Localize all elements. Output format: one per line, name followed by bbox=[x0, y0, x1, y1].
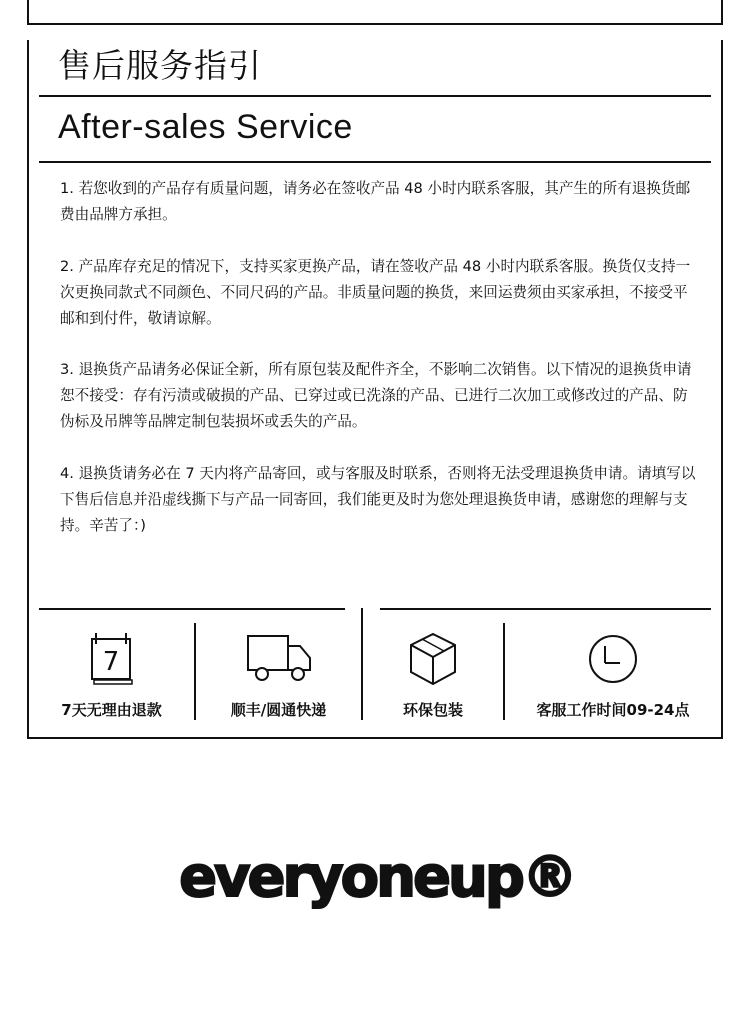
term-4: 4. 退换货请务必在 7 天内将产品寄回，或与客服及时联系，否则将无法受理退换货申请。请填写以下售后信息并沿虚线撕下与产品一同寄回，我们能更及时为您处理退换货申请，感谢您的理解与支持。辛苦了：) bbox=[60, 465, 696, 534]
clock-icon bbox=[584, 630, 642, 692]
box-icon bbox=[405, 630, 461, 692]
title-divider-2 bbox=[39, 161, 711, 163]
feature-service-hours bbox=[505, 622, 721, 732]
term-3: 3. 退换货产品请务必保证全新，所有原包装及配件齐全，不影响二次销售。以下情况的退换货申请恕不接受：存有污渍或破损的产品、已穿过或已洗涤的产品、已进行二次加工或修改过的产品、防伪标及吊牌等品牌定制包装损坏或丢失的产品。 bbox=[60, 361, 692, 430]
brand-logo bbox=[142, 846, 612, 916]
term-1: 1. 若您收到的产品存有质量问题，请务必在签收产品 48 小时内联系客服，其产生的所有退换货邮费由品牌方承担。 bbox=[60, 180, 691, 223]
page-title-chinese: 售后服务指引 bbox=[58, 46, 262, 85]
feature-shipping bbox=[196, 622, 361, 732]
frame-bottom-rule bbox=[27, 737, 723, 739]
feature-label-service-hours: 客服工作时间09-24点 bbox=[536, 701, 690, 719]
brand-logo-text: everyoneup® bbox=[179, 846, 575, 910]
term-2: 2. 产品库存充足的情况下，支持买家更换产品，请在签收产品 48 小时内联系客服。换货仅支持一次更换同款式不同颜色、不同尺码的产品。非质量问题的换货，来回运费须由买家承担，不接受平邮和到付件，敬请谅解。 bbox=[60, 258, 691, 327]
feature-label-shipping: 顺丰/圆通快递 bbox=[230, 701, 327, 719]
frame-right-border bbox=[721, 40, 723, 739]
feature-refund bbox=[29, 622, 194, 732]
frame-top-rule bbox=[27, 23, 723, 25]
feature-rule-left bbox=[39, 608, 345, 610]
truck-icon bbox=[244, 630, 314, 692]
feature-label-refund: 7天无理由退款 bbox=[61, 701, 162, 719]
feature-rule-right bbox=[380, 608, 711, 610]
feature-packaging bbox=[363, 622, 503, 732]
page-title-english: After-sales Service bbox=[58, 108, 353, 146]
title-divider-1 bbox=[39, 95, 711, 97]
calendar-icon bbox=[84, 630, 140, 694]
calendar-day-number: 7 bbox=[102, 647, 119, 677]
feature-label-packaging: 环保包装 bbox=[402, 701, 463, 719]
frame-right-top-stub bbox=[721, 0, 723, 24]
frame-left-top-stub bbox=[27, 0, 29, 24]
